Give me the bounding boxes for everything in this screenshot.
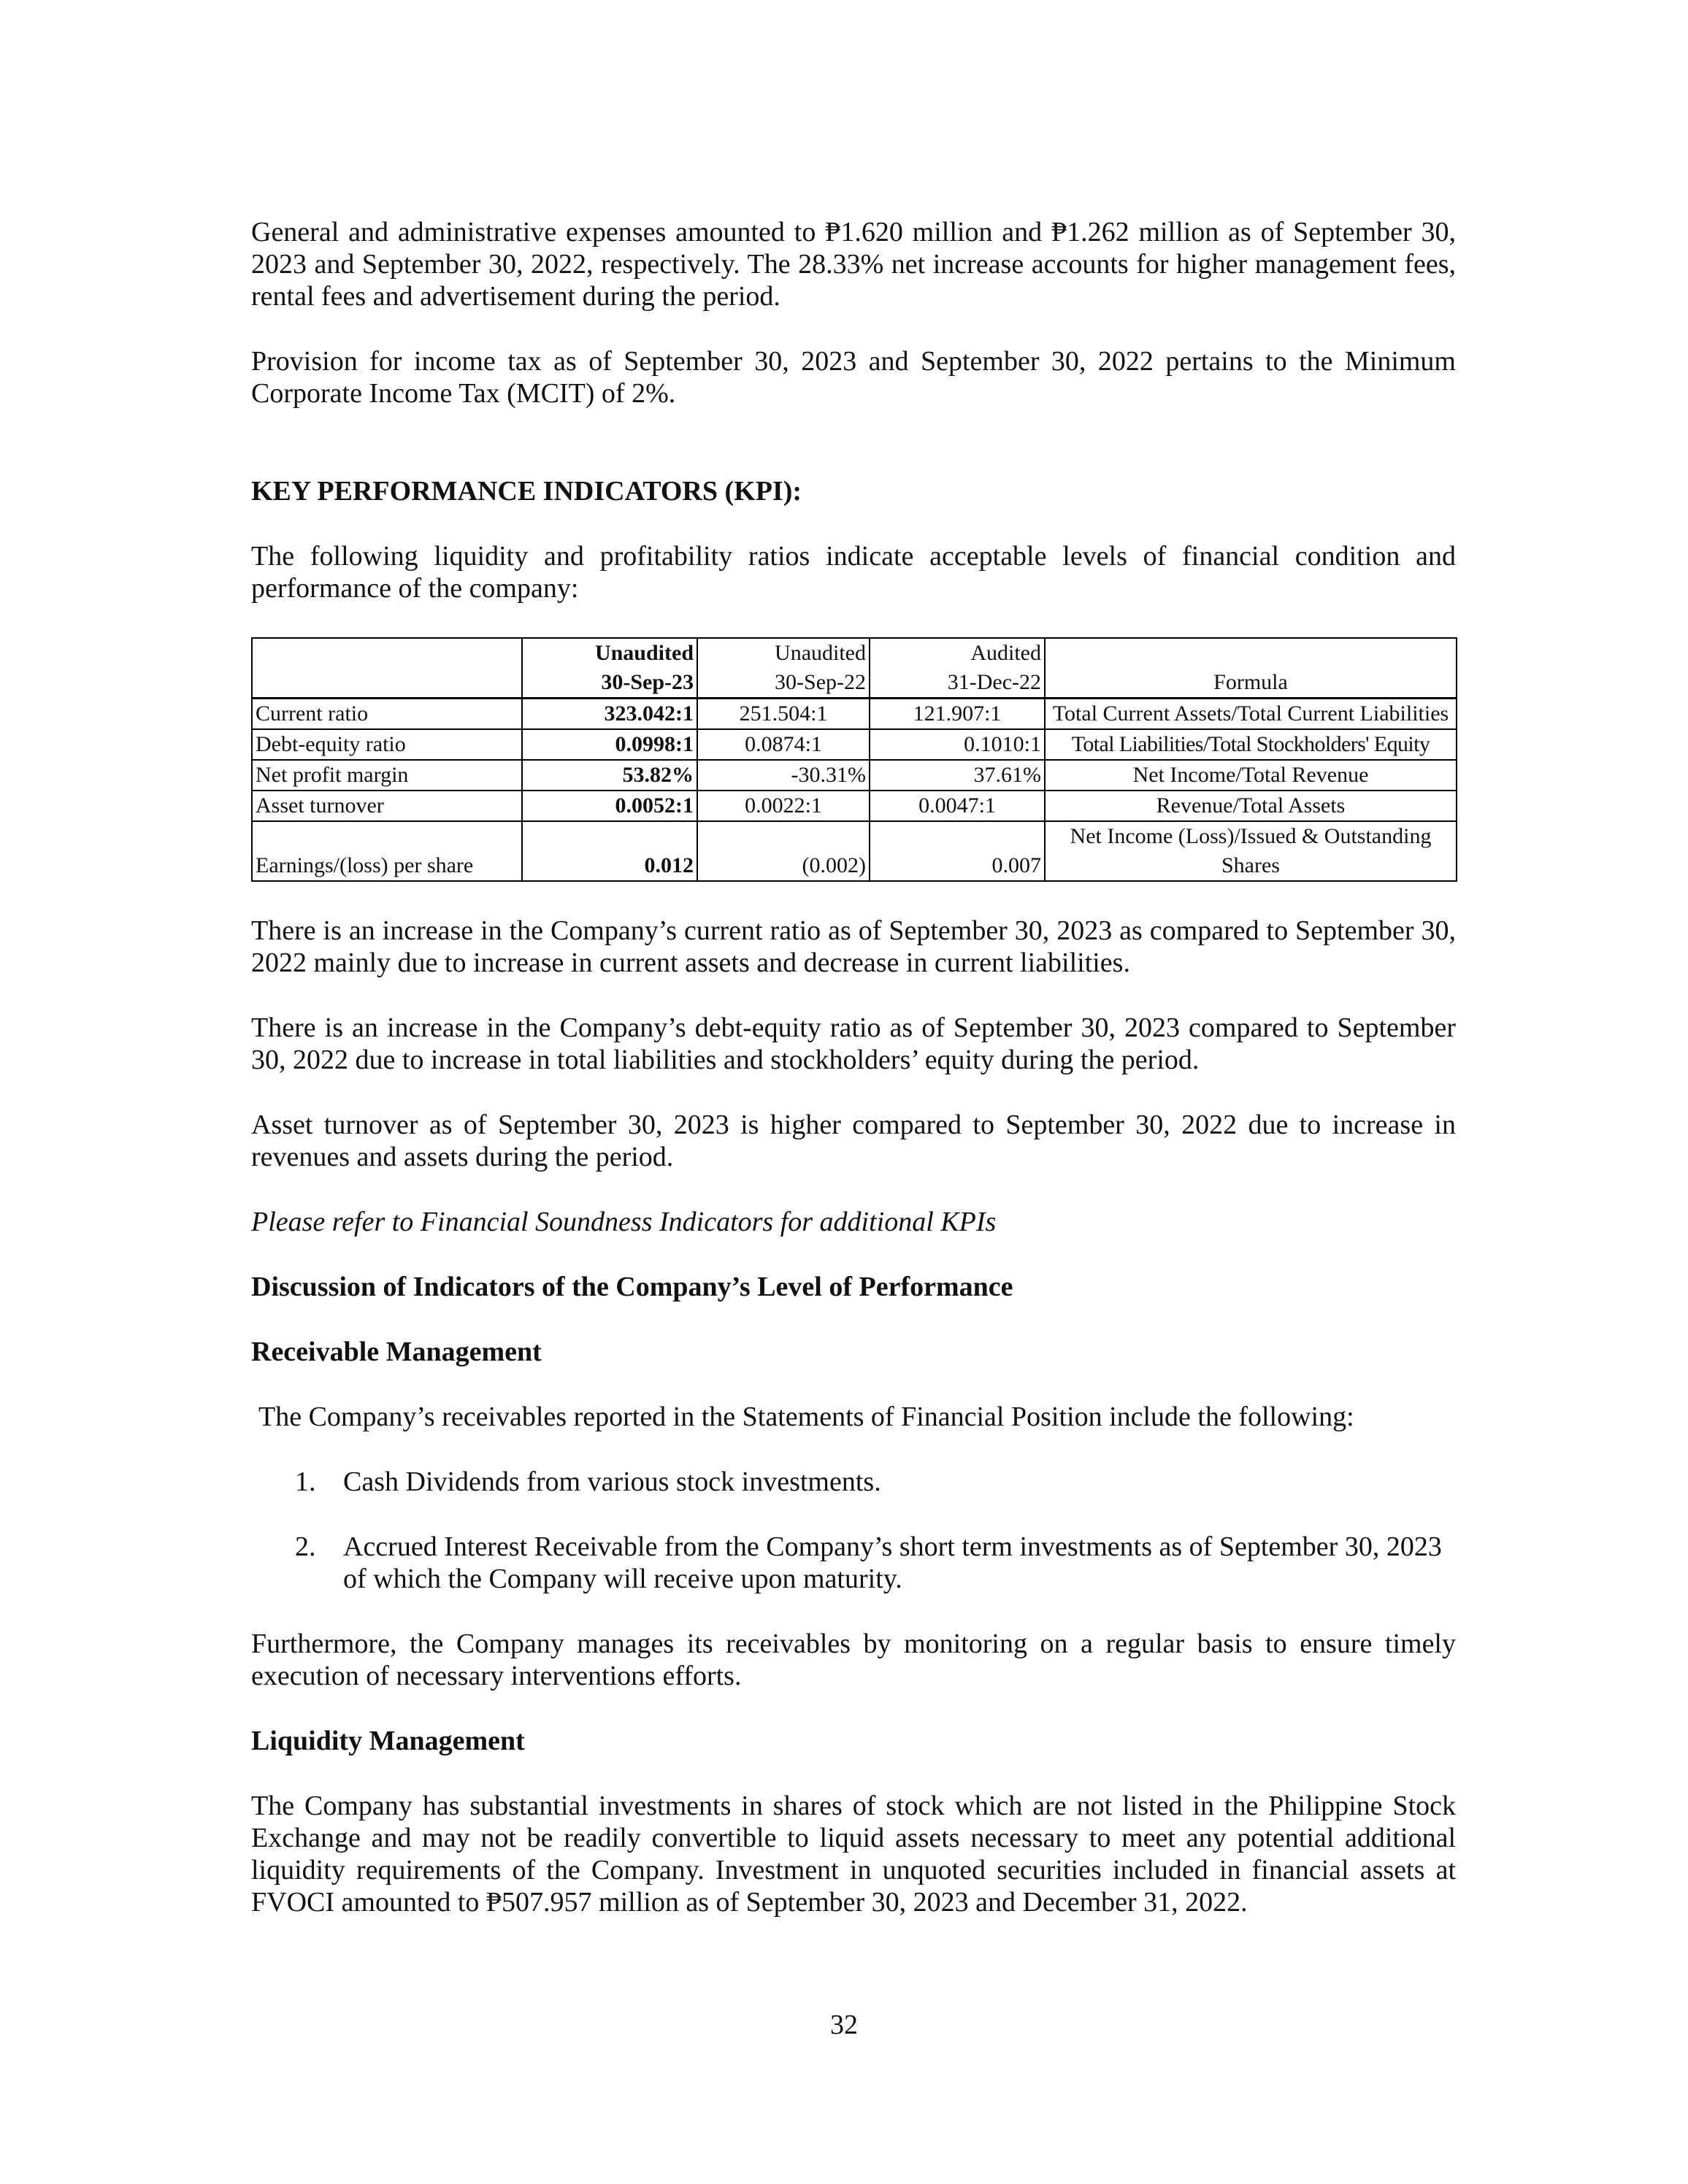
table-row <box>252 699 1457 730</box>
kpi-heading: KEY PERFORMANCE INDICATORS (KPI): <box>251 476 802 507</box>
kpi-table <box>251 637 1457 882</box>
kpi-header-empty <box>252 638 522 699</box>
value-sep23: 0.012 <box>522 821 697 881</box>
current-ratio-paragraph: There is an increase in the Company’s current ratio as of September 30, 2023 as compared to September 30, 2022 mainly due to increase in current assets and decrease in current liabilities. <box>251 915 1456 978</box>
ga-expenses-paragraph: General and administrative expenses amounted to ₱1.620 million and ₱1.262 million as of September 30, 2023 and September 30, 2022, respectively. The 28.33% net increase accounts for higher management fees, rental fees and advertisement during the period. <box>251 217 1456 312</box>
table-row <box>252 760 1457 791</box>
value-sep22: 0.0022:1 <box>697 791 870 821</box>
value-sep22: (0.002) <box>697 821 870 881</box>
list-item-text: Cash Dividends from various stock investments. <box>343 1466 881 1497</box>
table-row <box>252 791 1457 821</box>
liquidity-heading: Liquidity Management <box>251 1726 525 1756</box>
receivable-list <box>251 1466 1456 1595</box>
row-label: Asset turnover <box>252 791 522 821</box>
value-dec22: 121.907:1 <box>870 699 1045 730</box>
value-dec22: 0.0047:1 <box>870 791 1045 821</box>
kpi-header-dec22: Audited 31-Dec-22 <box>870 638 1045 699</box>
refer-note: Please refer to Financial Soundness Indicators for additional KPIs <box>251 1207 997 1237</box>
receivable-followup: Furthermore, the Company manages its receivables by monitoring on a regular basis to ensure timely execution of necessary interventions efforts. <box>251 1629 1456 1691</box>
row-label: Net profit margin <box>252 760 522 791</box>
document-page <box>251 216 1456 1918</box>
value-sep22: -30.31% <box>697 760 870 791</box>
list-item <box>251 1531 1456 1595</box>
table-row <box>252 821 1457 881</box>
formula-cell: Revenue/Total Assets <box>1045 791 1457 821</box>
kpi-header-sep23: Unaudited 30-Sep-23 <box>522 638 697 699</box>
value-sep22: 0.0874:1 <box>697 729 870 760</box>
debt-equity-paragraph: There is an increase in the Company’s debt-equity ratio as of September 30, 2023 compared to September 30, 2022 due to increase in total liabilities and stockholders’ equity during the period. <box>251 1012 1456 1075</box>
formula-cell: Total Liabilities/Total Stockholders' Equity <box>1045 729 1457 760</box>
row-label: Current ratio <box>252 699 522 730</box>
value-sep23: 323.042:1 <box>522 699 697 730</box>
value-sep23: 0.0998:1 <box>522 729 697 760</box>
list-item <box>251 1466 1456 1498</box>
liquidity-paragraph: The Company has substantial investments in shares of stock which are not listed in the Philippine Stock Exchange and may not be readily convertible to liquid assets necessary to meet any potential additional liquidity requirements of the Company. Investment in unquoted securities included in financial assets at FVOCI amounted to ₱507.957 million as of September 30, 2023 and December 31, 2022. <box>251 1791 1456 1918</box>
kpi-table-header <box>252 638 1457 699</box>
income-tax-paragraph: Provision for income tax as of September 30, 2023 and September 30, 2022 pertains to the Minimum Corporate Income Tax (MCIT) of 2%. <box>251 346 1456 409</box>
value-sep23: 53.82% <box>522 760 697 791</box>
formula-cell: Net Income (Loss)/Issued & Outstanding Shares <box>1045 821 1457 881</box>
list-item-text: Accrued Interest Receivable from the Company’s short term investments as of September 30, 2023 of which the Company will receive upon maturity. <box>343 1531 1442 1594</box>
row-label: Earnings/(loss) per share <box>252 821 522 881</box>
formula-cell: Total Current Assets/Total Current Liabilities <box>1045 699 1457 730</box>
value-dec22: 37.61% <box>870 760 1045 791</box>
list-item-number: 2. <box>295 1531 316 1562</box>
kpi-header-sep22: Unaudited 30-Sep-22 <box>697 638 870 699</box>
value-sep23: 0.0052:1 <box>522 791 697 821</box>
kpi-intro-paragraph: The following liquidity and profitability ratios indicate acceptable levels of financial condition and performance of the company: <box>251 541 1456 604</box>
table-row <box>252 729 1457 760</box>
list-item-number: 1. <box>295 1466 316 1497</box>
asset-turnover-paragraph: Asset turnover as of September 30, 2023 is higher compared to September 30, 2022 due to increase in revenues and assets during the period. <box>251 1110 1456 1172</box>
formula-cell: Net Income/Total Revenue <box>1045 760 1457 791</box>
receivable-intro: The Company’s receivables reported in the Statements of Financial Position include the following: <box>258 1401 1354 1432</box>
receivable-heading: Receivable Management <box>251 1337 542 1367</box>
kpi-header-formula: Formula <box>1045 638 1457 699</box>
discussion-heading: Discussion of Indicators of the Company’s Level of Performance <box>251 1272 1013 1302</box>
value-dec22: 0.007 <box>870 821 1045 881</box>
page-number: 32 <box>830 2010 858 2040</box>
value-dec22: 0.1010:1 <box>870 729 1045 760</box>
value-sep22: 251.504:1 <box>697 699 870 730</box>
row-label: Debt-equity ratio <box>252 729 522 760</box>
